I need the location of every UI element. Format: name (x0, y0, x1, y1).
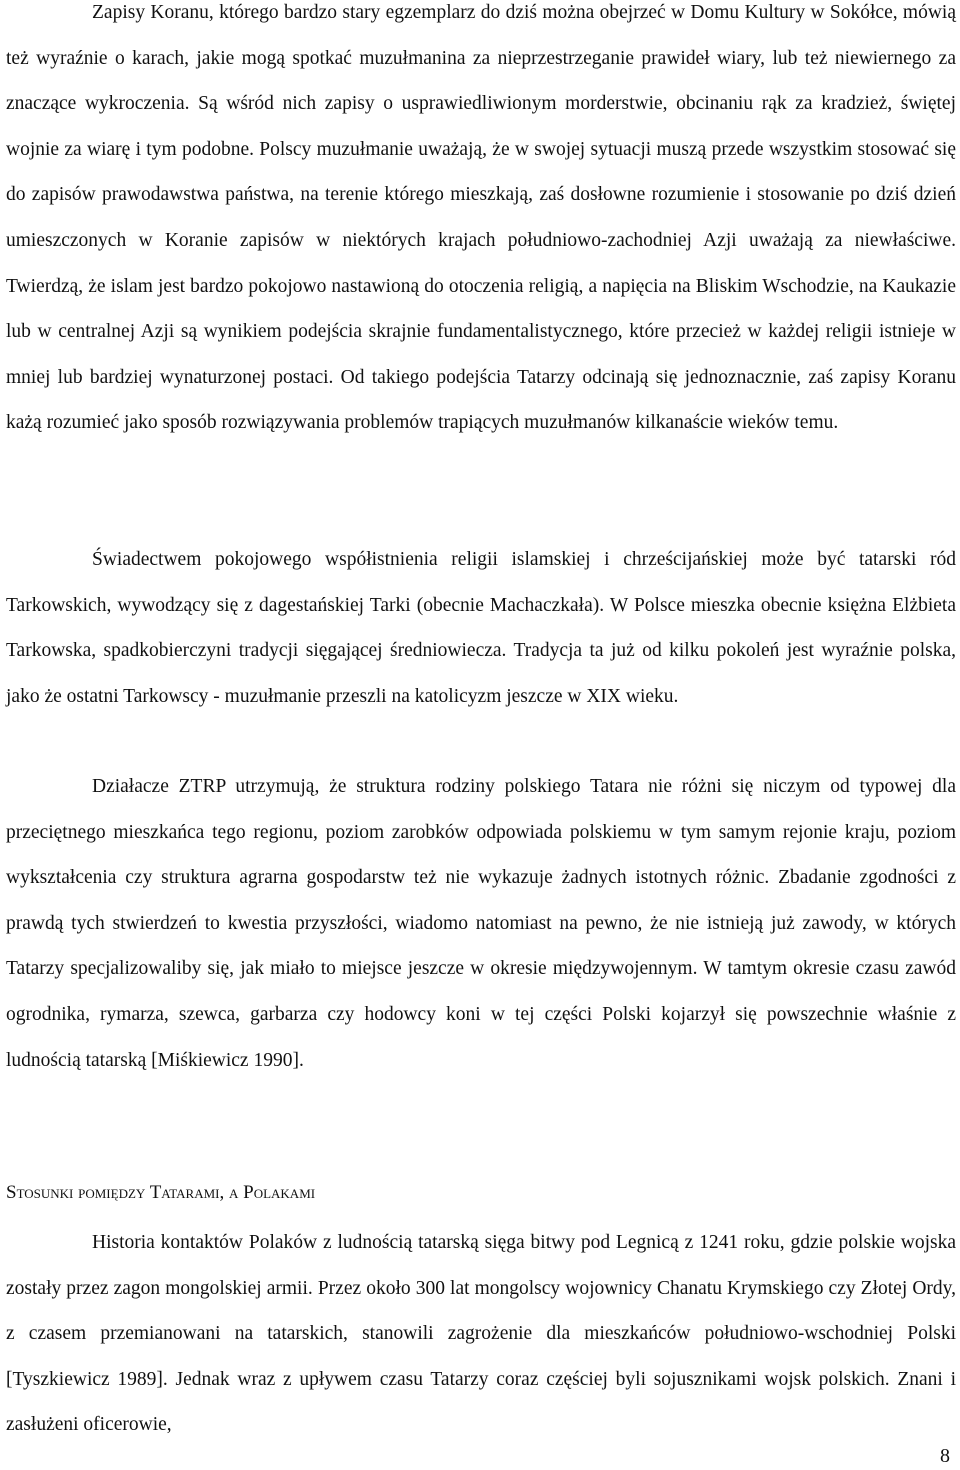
body-paragraph: Działacze ZTRP utrzymują, że struktura rodziny polskiego Tatara nie różni się niczym od typowej dla przeciętnego mieszkańca tego regionu, poziom zarobków odpowiada polskiemu w tym samym rejonie kraju, poziom wykształcenia czy struktura agrarna gospodarstw też nie wykazuje żadnych istotnych różnic. Zbadanie zgodności z prawdą tych stwierdzeń to kwestia przyszłości, wiadomo natomiast na pewno, że nie istnieją już zawody, w których Tatarzy specjalizowaliby się, jak miało to miejsce jeszcze w okresie międzywojennym. W tamtym okresie czasu zawód ogrodnika, rymarza, szewca, garbarza czy hodowcy koni w tej części Polski kojarzył się powszechnie właśnie z ludnością tatarską [Miśkiewicz 1990]. (6, 776, 956, 1071)
page-number: 8 (940, 1445, 950, 1467)
body-paragraph: Zapisy Koranu, którego bardzo stary egzemplarz do dziś można obejrzeć w Domu Kultury w Sokółce, mówią też wyraźnie o karach, jakie mogą spotkać muzułmanina za nieprzestrzeganie prawideł wiary, lub też niewiernego za znaczące wykroczenia. Są wśród nich zapisy o usprawiedliwionym morderstwie, obcinaniu rąk za kradzież, świętej wojnie za wiarę i tym podobne. Polscy muzułmanie uważają, że w swojej sytuacji muszą przede wszystkim stosować się do zapisów prawodawstwa państwa, na terenie którego mieszkają, zaś dosłowne rozumienie i stosowanie po dziś dzień umieszczonych w Koranie zapisów w niektórych krajach południowo-zachodniej Azji uważają za niewłaściwe. Twierdzą, że islam jest bardzo pokojowo nastawioną do otoczenia religią, a napięcia na Bliskim Wschodzie, na Kaukazie lub w centralnej Azji są wynikiem podejścia skrajnie fundamentalistycznego, które przecież w każdej religii istnieje w mniej lub bardziej wynaturzonej postaci. Od takiego podejścia Tatarzy odcinają się jednoznacznie, zaś zapisy Koranu każą rozumieć jako sposób rozwiązywania problemów trapiących muzułmanów kilkanaście wieków temu. (6, 2, 956, 434)
document-page (6, 0, 956, 1470)
section-paragraph: Historia kontaktów Polaków z ludnością tatarską sięga bitwy pod Legnicą z 1241 roku, gdzie polskie wojska zostały przez zagon mongolskiej armii. Przez około 300 lat mongolscy wojownicy Chanatu Krymskiego czy Złotej Ordy, z czasem przemianowani na tatarskich, stanowili zagrożenie dla mieszkańców południowo-wschodniej Polski [Tyszkiewicz 1989]. Jednak wraz z upływem czasu Tatarzy coraz częściej byli sojusznikami wojsk polskich. Znani i zasłużeni oficerowie, (6, 1232, 956, 1436)
section-heading: Stosunki pomiędzy Tatarami, a Polakami (6, 1182, 316, 1203)
body-paragraph: Świadectwem pokojowego współistnienia religii islamskiej i chrześcijańskiej może być tatarski ród Tarkowskich, wywodzący się z dagestańskiej Tarki (obecnie Machaczkała). W Polsce mieszka obecnie księżna Elżbieta Tarkowska, spadkobierczyni tradycji sięgającej średniowiecza. Tradycja ta już od kilku pokoleń jest wyraźnie polska, jako że ostatni Tarkowscy - muzułmanie przeszli na katolicyzm jeszcze w XIX wieku. (6, 549, 956, 707)
